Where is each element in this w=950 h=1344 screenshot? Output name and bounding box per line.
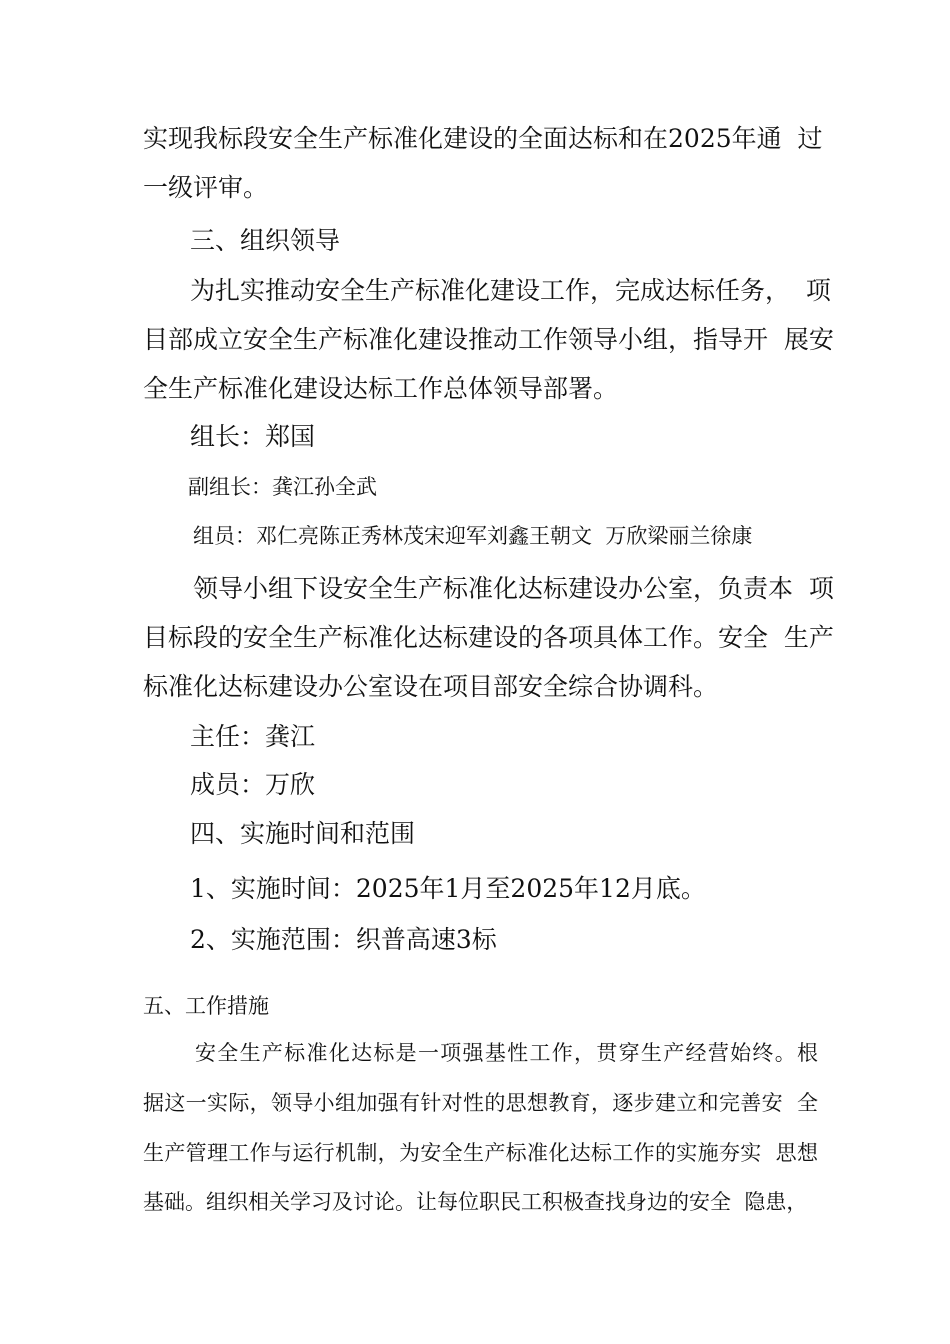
list-item: 2、实施范围：织普高速3标 [190,925,497,954]
paragraph-line: 标准化达标建设办公室设在项目部安全综合协调科。 [143,672,719,701]
member-line: 成员：万欣 [190,770,316,799]
paragraph-line: 一级评审。 [143,173,269,202]
leader-line: 组长：郑国 [190,422,316,451]
members-line: 组员：邓仁亮陈正秀林茂宋迎军刘鑫王朝文 万欣梁丽兰徐康 [193,524,753,548]
section-heading: 四、实施时间和范围 [190,819,416,848]
paragraph-line: 为扎实推动安全生产标准化建设工作，完成达标任务， 项 [190,276,831,305]
paragraph-line: 生产管理工作与运行机制，为安全生产标准化达标工作的实施夯实 思想 [143,1141,818,1165]
paragraph-line: 实现我标段安全生产标准化建设的全面达标和在2025年通 过 [143,124,823,153]
director-line: 主任：龚江 [190,722,316,751]
deputy-leader-line: 副组长：龚江孙全武 [188,475,377,499]
paragraph-line: 目部成立安全生产标准化建设推动工作领导小组，指导开 展安 [143,325,834,354]
list-item: 1、实施时间：2025年1月至2025年12月底。 [190,874,706,903]
paragraph-line: 安全生产标准化达标是一项强基性工作，贯穿生产经营始终。根 [195,1041,818,1065]
paragraph-line: 领导小组下设安全生产标准化达标建设办公室，负责本 项 [193,574,834,603]
section-heading: 五、工作措施 [143,994,269,1018]
paragraph-line: 基础。组织相关学习及讨论。让每位职民工积极查找身边的安全 隐患， [143,1190,808,1214]
paragraph-line: 据这一实际，领导小组加强有针对性的思想教育，逐步建立和完善安 全 [143,1091,818,1115]
paragraph-line: 全生产标准化建设达标工作总体领导部署。 [143,374,619,403]
section-heading: 三、组织领导 [190,226,341,255]
paragraph-line: 目标段的安全生产标准化达标建设的各项具体工作。安全 生产 [143,623,834,652]
